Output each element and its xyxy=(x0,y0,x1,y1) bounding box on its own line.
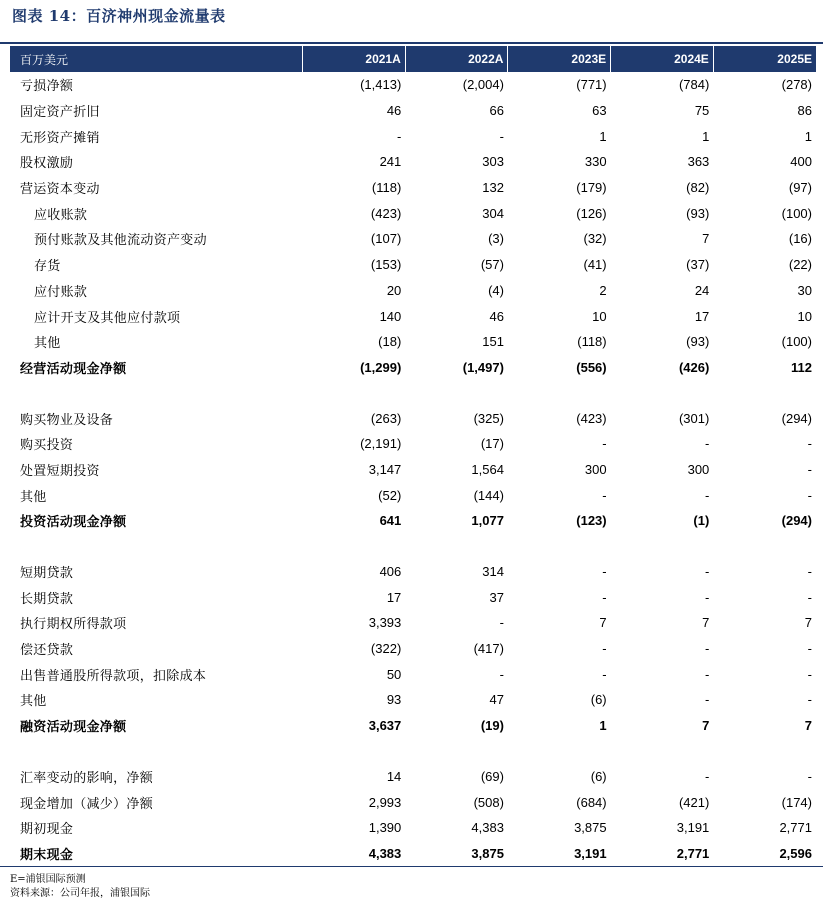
value-cell: (17) xyxy=(480,436,504,452)
value-cell: 641 xyxy=(379,513,402,529)
value-cell: 303 xyxy=(482,154,504,170)
value-cell: - xyxy=(704,564,710,580)
value-cell: 140 xyxy=(379,308,402,324)
row-label: 应收账款 xyxy=(34,207,88,223)
value-cell: (82) xyxy=(686,180,710,196)
value-cell: (6) xyxy=(590,692,607,708)
value-cell: - xyxy=(602,436,607,452)
value-cell: (100) xyxy=(781,205,812,221)
row-label: 股权激励 xyxy=(20,156,74,172)
subtotal-row xyxy=(10,355,816,381)
value-cell: 3,191 xyxy=(574,845,607,861)
row-label: 经营活动现金净额 xyxy=(20,361,127,377)
value-cell: 50 xyxy=(386,666,402,682)
value-cell: (1) xyxy=(693,513,710,529)
value-cell: (174) xyxy=(781,794,812,810)
row-label: 长期贷款 xyxy=(20,591,74,607)
value-cell: - xyxy=(704,487,710,503)
value-cell: 3,393 xyxy=(368,615,402,631)
value-cell: - xyxy=(499,128,504,144)
value-cell: - xyxy=(807,768,812,784)
table-row xyxy=(10,482,816,508)
value-cell: 93 xyxy=(386,692,402,708)
value-cell: (263) xyxy=(370,410,402,426)
table-row xyxy=(10,175,816,201)
value-cell: 3,191 xyxy=(676,820,710,836)
value-cell: (325) xyxy=(473,410,504,426)
value-cell: - xyxy=(807,666,812,682)
value-cell: (107) xyxy=(370,231,402,247)
value-cell: 24 xyxy=(694,282,710,298)
value-cell: 7 xyxy=(702,615,710,631)
value-cell: (1,299) xyxy=(360,359,402,375)
row-label: 购买物业及设备 xyxy=(20,412,114,428)
value-cell: (1,413) xyxy=(360,77,402,93)
table-row xyxy=(10,636,816,662)
value-cell: 20 xyxy=(386,282,402,298)
table-row xyxy=(10,584,816,610)
value-cell: 66 xyxy=(489,103,504,119)
value-cell: 63 xyxy=(592,103,607,119)
value-cell: (123) xyxy=(576,513,607,529)
row-label: 期末现金 xyxy=(20,847,74,863)
spacer-cell xyxy=(10,739,816,764)
value-cell: - xyxy=(602,564,607,580)
value-cell: (423) xyxy=(576,410,607,426)
value-cell: 47 xyxy=(489,692,504,708)
value-cell: 86 xyxy=(797,103,812,119)
value-cell: 1,390 xyxy=(368,820,402,836)
table-row xyxy=(10,72,816,98)
value-cell: - xyxy=(499,666,504,682)
value-cell: (1,497) xyxy=(462,359,504,375)
row-label: 短期贷款 xyxy=(20,566,74,582)
value-cell: (16) xyxy=(788,231,812,247)
table-row xyxy=(10,226,816,252)
table-row xyxy=(10,789,816,815)
value-cell: 10 xyxy=(797,308,812,324)
value-cell: - xyxy=(602,666,607,682)
figure-title: 图表 14：百济神州现金流量表 xyxy=(12,7,226,25)
row-label: 应付账款 xyxy=(34,284,88,300)
row-label: 融资活动现金净额 xyxy=(20,720,127,736)
value-cell: 7 xyxy=(702,231,710,247)
value-cell: 1 xyxy=(599,128,607,144)
spacer-row xyxy=(10,534,816,559)
spacer-row xyxy=(10,380,816,405)
table-row xyxy=(10,559,816,585)
value-cell: - xyxy=(704,436,710,452)
value-cell: 4,383 xyxy=(471,820,504,836)
bottom-rule xyxy=(0,866,823,867)
value-cell: 3,875 xyxy=(471,845,504,861)
value-cell: 37 xyxy=(489,589,504,605)
value-cell: (118) xyxy=(577,334,607,350)
year-header: 2025E xyxy=(713,46,816,72)
table-row xyxy=(10,329,816,355)
value-cell: - xyxy=(704,589,710,605)
value-cell: (3) xyxy=(488,231,504,247)
value-cell: 10 xyxy=(592,308,607,324)
top-rule xyxy=(0,42,823,44)
value-cell: - xyxy=(704,692,710,708)
value-cell: (301) xyxy=(678,410,710,426)
value-cell: - xyxy=(704,641,710,657)
row-label: 存货 xyxy=(34,259,61,275)
subtotal-row xyxy=(10,508,816,534)
row-label: 其他 xyxy=(20,489,47,505)
value-cell: (32) xyxy=(583,231,607,247)
value-cell: 3,875 xyxy=(574,820,607,836)
value-cell: 7 xyxy=(804,718,812,734)
value-cell: 1,564 xyxy=(471,461,504,477)
value-cell: - xyxy=(499,615,504,631)
value-cell: (4) xyxy=(488,282,504,298)
year-header: 2023E xyxy=(508,46,611,72)
table-row xyxy=(10,149,816,175)
value-cell: (2,191) xyxy=(360,436,402,452)
value-cell: (118) xyxy=(371,180,402,196)
row-label: 偿还贷款 xyxy=(20,643,74,659)
table-row xyxy=(10,687,816,713)
value-cell: 17 xyxy=(386,589,402,605)
value-cell: 14 xyxy=(386,768,402,784)
value-cell: 330 xyxy=(584,154,607,170)
value-cell: (93) xyxy=(686,205,710,221)
value-cell: (126) xyxy=(576,205,607,221)
value-cell: (52) xyxy=(378,487,402,503)
value-cell: (322) xyxy=(370,641,402,657)
value-cell: (57) xyxy=(480,257,504,273)
table-row xyxy=(10,303,816,329)
value-cell: (784) xyxy=(678,77,710,93)
table-row xyxy=(10,431,816,457)
value-cell: - xyxy=(396,128,402,144)
row-label: 固定资产折旧 xyxy=(20,105,100,121)
table-row xyxy=(10,610,816,636)
value-cell: - xyxy=(602,487,607,503)
value-cell: 1 xyxy=(599,718,607,734)
subtotal-row xyxy=(10,713,816,739)
value-cell: 112 xyxy=(791,359,812,375)
value-cell: (6) xyxy=(590,768,607,784)
value-cell: 406 xyxy=(379,564,402,580)
value-cell: 2,771 xyxy=(779,820,812,836)
row-label: 汇率变动的影响，净额 xyxy=(20,770,154,786)
value-cell: (37) xyxy=(686,257,710,273)
row-label: 现金增加（减少）净额 xyxy=(20,796,154,812)
value-cell: 300 xyxy=(687,461,710,477)
row-label: 出售普通股所得款项，扣除成本 xyxy=(20,668,207,684)
value-cell: (22) xyxy=(788,257,812,273)
row-label: 执行期权所得款项 xyxy=(20,617,127,633)
value-cell: - xyxy=(807,436,812,452)
value-cell: 7 xyxy=(804,615,812,631)
value-cell: (294) xyxy=(781,410,812,426)
unit-header: 百万美元 xyxy=(10,46,303,72)
value-cell: (153) xyxy=(370,257,402,273)
value-cell: - xyxy=(807,461,812,477)
value-cell: 151 xyxy=(482,334,504,350)
value-cell: 1 xyxy=(804,128,812,144)
spacer-cell xyxy=(10,380,816,405)
table-row xyxy=(10,405,816,431)
table-row xyxy=(10,123,816,149)
value-cell: - xyxy=(807,692,812,708)
row-label: 亏损净额 xyxy=(20,79,74,95)
value-cell: (294) xyxy=(781,513,812,529)
value-cell: - xyxy=(807,487,812,503)
value-cell: 3,147 xyxy=(368,461,402,477)
table-row xyxy=(10,815,816,841)
value-cell: (771) xyxy=(576,77,607,93)
table-body xyxy=(10,72,816,866)
row-label: 购买投资 xyxy=(20,438,74,454)
cash-flow-table xyxy=(10,46,816,866)
year-header: 2021A xyxy=(303,46,406,72)
value-cell: - xyxy=(807,641,812,657)
table-row xyxy=(10,661,816,687)
value-cell: - xyxy=(704,768,710,784)
value-cell: 1,077 xyxy=(471,513,504,529)
value-cell: - xyxy=(807,589,812,605)
value-cell: 2,993 xyxy=(368,794,402,810)
footnote: E=浦银国际预测 xyxy=(10,874,86,885)
value-cell: 7 xyxy=(599,615,607,631)
value-cell: (423) xyxy=(370,205,402,221)
value-cell: 4,383 xyxy=(368,845,402,861)
table-row xyxy=(10,98,816,124)
row-label: 无形资产摊销 xyxy=(20,130,100,146)
value-cell: 2,771 xyxy=(676,845,710,861)
value-cell: 400 xyxy=(790,154,812,170)
subtotal-row xyxy=(10,841,816,867)
row-label: 投资活动现金净额 xyxy=(20,515,127,531)
value-cell: (93) xyxy=(686,334,710,350)
value-cell: 2,596 xyxy=(779,845,812,861)
value-cell: 304 xyxy=(482,205,504,221)
spacer-row xyxy=(10,739,816,764)
value-cell: (426) xyxy=(678,359,710,375)
value-cell: 46 xyxy=(386,103,402,119)
value-cell: - xyxy=(602,589,607,605)
row-label: 其他 xyxy=(34,336,61,352)
row-label: 预付账款及其他流动资产变动 xyxy=(34,233,207,249)
value-cell: 300 xyxy=(584,461,607,477)
value-cell: (179) xyxy=(576,180,607,196)
table-row xyxy=(10,200,816,226)
value-cell: 30 xyxy=(797,282,812,298)
spacer-cell xyxy=(10,534,816,559)
value-cell: 17 xyxy=(694,308,710,324)
value-cell: (19) xyxy=(480,718,504,734)
value-cell: (508) xyxy=(473,794,504,810)
value-cell: (69) xyxy=(480,768,504,784)
value-cell: 75 xyxy=(694,103,710,119)
table-header-row xyxy=(10,46,816,72)
table-row xyxy=(10,457,816,483)
value-cell: (421) xyxy=(678,794,710,810)
source-note: 资料来源：公司年报，浦银国际 xyxy=(10,888,150,899)
row-label: 其他 xyxy=(20,694,47,710)
value-cell: (144) xyxy=(473,487,504,503)
value-cell: (417) xyxy=(473,641,504,657)
value-cell: (97) xyxy=(788,180,812,196)
value-cell: 241 xyxy=(379,154,402,170)
table-row xyxy=(10,252,816,278)
value-cell: - xyxy=(704,666,710,682)
value-cell: (2,004) xyxy=(462,77,504,93)
row-label: 处置短期投资 xyxy=(20,463,100,479)
table-row xyxy=(10,764,816,790)
value-cell: (278) xyxy=(781,77,812,93)
value-cell: 132 xyxy=(482,180,504,196)
year-header: 2022A xyxy=(405,46,508,72)
value-cell: 314 xyxy=(482,564,504,580)
value-cell: (18) xyxy=(378,334,402,350)
row-label: 期初现金 xyxy=(20,822,74,838)
value-cell: 7 xyxy=(702,718,710,734)
value-cell: (684) xyxy=(576,794,607,810)
row-label: 营运资本变动 xyxy=(20,182,100,198)
value-cell: - xyxy=(602,641,607,657)
value-cell: 1 xyxy=(702,128,710,144)
value-cell: (100) xyxy=(781,334,812,350)
value-cell: 46 xyxy=(489,308,504,324)
row-label: 应计开支及其他应付款项 xyxy=(34,310,181,326)
table-row xyxy=(10,278,816,304)
value-cell: - xyxy=(807,564,812,580)
value-cell: 2 xyxy=(599,282,607,298)
value-cell: 363 xyxy=(687,154,710,170)
year-header: 2024E xyxy=(611,46,714,72)
value-cell: (556) xyxy=(576,359,607,375)
value-cell: 3,637 xyxy=(368,718,402,734)
value-cell: (41) xyxy=(583,257,607,273)
